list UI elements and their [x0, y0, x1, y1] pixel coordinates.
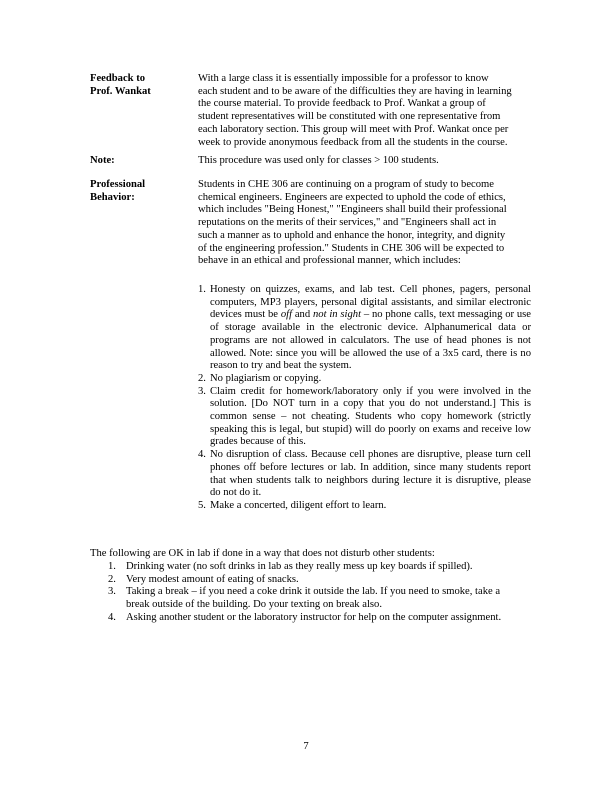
note-label: Note: [90, 155, 115, 166]
list-item [198, 500, 531, 513]
ok-item-text: Taking a break – if you need a coke drink it outside the lab. If you need to smoke, take a [126, 586, 501, 598]
ok-in-lab-list [108, 561, 558, 625]
list-item [108, 586, 558, 611]
rule-emphasis: not in sight [312, 309, 362, 321]
rule-text: – no phone calls, text messaging or use of storage available in the electronic device. Alphanumerical data or programs are not allowed in calculators. The use of head phones is not allowed. Note: since you will be allowed the use of a 3x5 card, there is no reason to try and beat the system. [210, 309, 531, 372]
list-item [198, 373, 531, 386]
professional-body [198, 179, 528, 268]
note-body [198, 155, 528, 168]
professional-line: such a manner as to uphold and enhance the honor, integrity, and dignity [198, 229, 506, 241]
rule-text: Claim credit for homework/laboratory only if you were involved in the solution. [Do NOT turn in a copy that you do not understand.] This is common sense – not cheating. Students who copy homework (strictly speaking this is legal, but stupid) will do poorly on exams and receive low grades because of this. [210, 385, 531, 448]
feedback-label [90, 73, 198, 98]
list-item [108, 612, 558, 625]
feedback-line: each laboratory section. This group will meet with Prof. Wankat once per [198, 123, 509, 135]
ok-intro-text: The following are OK in lab if done in a way that does not disturb other students: [90, 548, 435, 559]
list-number: 5. [198, 499, 206, 511]
rule-text: No plagiarism or copying. [210, 372, 322, 384]
feedback-body [198, 73, 528, 149]
professional-line: chemical engineers. Engineers are expected to uphold the code of ethics, [198, 191, 506, 203]
feedback-line: student representatives will be constituted with one representative from [198, 111, 501, 123]
rule-text: Make a concerted, diligent effort to learn. [210, 499, 387, 511]
professional-line: which includes "Being Honest," "Engineers shall build their professional [198, 204, 507, 216]
list-item [198, 386, 531, 450]
list-number: 2. [108, 573, 116, 585]
feedback-line: With a large class it is essentially impossible for a professor to know [198, 73, 489, 84]
rule-emphasis: off [280, 309, 293, 321]
feedback-line: the course material. To provide feedback to Prof. Wankat a group of [198, 98, 486, 110]
ok-item-text: Asking another student or the laboratory instructor for help on the computer assignment. [126, 611, 502, 623]
professional-label-line2: Behavior: [90, 191, 135, 203]
note-text: This procedure was used only for classes > 100 students. [198, 155, 439, 166]
list-number: 2. [198, 372, 206, 384]
list-number: 1. [108, 561, 116, 572]
ok-item-text: break outside of the building. Do your texting on break also. [126, 599, 382, 611]
rule-text: Honesty on quizzes, exams, and lab test. Cell phones, pagers, personal computers, MP3 players, personal digital assistants, and similar electronic devices must be [210, 284, 531, 321]
feedback-line: each student and to be aware of the difficulties they are having in learning [198, 85, 512, 97]
rule-text: and [292, 309, 313, 321]
feedback-line: week to provide anonymous feedback from all the students in the course. [198, 136, 508, 148]
feedback-label-line2: Prof. Wankat [90, 85, 151, 97]
rule-text: No disruption of class. Because cell phones are disruptive, please turn cell phones off before lectures or lab. In addition, since many students report that when students talk to neighbors during lecture it is disruptive, please do not do it. [210, 449, 531, 499]
professional-line: reputations on the merits of their services," and "Engineers shall act in [198, 217, 497, 229]
ok-item-text: Very modest amount of eating of snacks. [126, 573, 299, 585]
list-item [108, 561, 558, 574]
list-item [198, 284, 531, 373]
professional-line: of the engineering profession." Students in CHE 306 will be expected to [198, 242, 505, 254]
list-number: 3. [198, 385, 206, 397]
professional-line: behave in an ethical and professional manner, which includes: [198, 255, 461, 267]
professional-label [90, 179, 198, 204]
professional-line: Students in CHE 306 are continuing on a program of study to become [198, 179, 494, 190]
list-number: 4. [198, 449, 206, 461]
ok-item-text: Drinking water (no soft drinks in lab as they really mess up key boards if spilled). [126, 561, 473, 572]
list-number: 4. [108, 611, 116, 623]
behavior-rules-list [198, 284, 531, 513]
list-item [198, 449, 531, 500]
list-number: 1. [198, 284, 206, 295]
professional-label-line1: Professional [90, 179, 146, 190]
list-number: 3. [108, 586, 116, 598]
list-item [108, 574, 558, 587]
feedback-label-line1: Feedback to [90, 73, 146, 84]
page-number: 7 [303, 741, 309, 752]
